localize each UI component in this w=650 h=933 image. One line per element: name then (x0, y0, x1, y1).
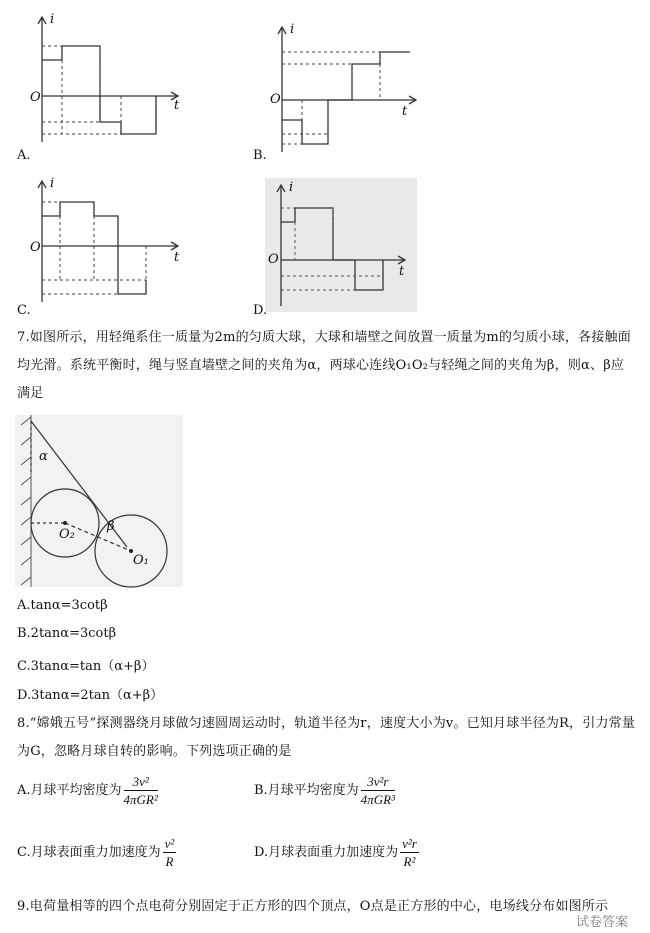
q8-option-b-prefix: B.月球平均密度为 (254, 783, 359, 798)
center-o2-label: O₂ (59, 527, 75, 542)
angle-beta-label: β (107, 519, 115, 534)
axis-t-label: t (399, 264, 405, 279)
q8-option-a-fraction (124, 774, 158, 807)
question-9-text: 9.电荷量相等的四个点电荷分别固定于正方形的四个顶点，O点是正方形的中心，电场线分布如图所示 (17, 899, 609, 914)
q8-option-a-prefix: A.月球平均密度为 (17, 783, 122, 798)
origin-label: O (268, 252, 279, 267)
q8-option-d-prefix: D.月球表面重力加速度为 (254, 845, 399, 860)
q7-option-c: C.3tanα=tan（α+β） (17, 659, 155, 674)
graph-label-b: B. (253, 148, 267, 163)
origin-label: O (270, 92, 281, 107)
q7-option-d: D.3tanα=2tan（α+β） (17, 688, 164, 703)
q8-option-b-denominator: 4πGR³ (360, 792, 395, 807)
center-o1-label: O₁ (133, 553, 149, 568)
q8-option-c-prefix: C.月球表面重力加速度为 (17, 845, 161, 860)
q8-option-b-fraction (361, 774, 395, 807)
graph-label-d: D. (253, 303, 268, 318)
axis-i-label: i (290, 22, 295, 37)
q8-option-a (17, 774, 158, 807)
axis-t-label: t (174, 98, 180, 113)
graph-label-c: C. (17, 303, 31, 318)
q8-option-c (17, 836, 176, 869)
q8-option-d-denominator: R² (403, 854, 416, 869)
question-7-text: 7.如图所示，用轻绳系住一质量为2m的匀质大球，大球和墙壁之间放置一质量为m的匀质小球，各接触面均光滑。系统平衡时，绳与竖直墙壁之间的夹角为α，两球心连线O₁O₂与轻绳之间的夹角为β，则α、β应满足 (17, 330, 631, 401)
axis-i-label: i (289, 180, 294, 195)
origin-label: O (30, 90, 41, 105)
graph-option-d (265, 178, 417, 312)
q8-option-d-numerator: v²r (402, 836, 417, 851)
q8-option-d-fraction (400, 836, 419, 869)
q8-option-b-numerator: 3v²r (361, 774, 395, 791)
graph-option-b (268, 22, 428, 157)
q7-figure (15, 415, 183, 587)
q7-option-a: A.tanα=3cotβ (17, 598, 108, 613)
axis-i-label: i (50, 176, 55, 191)
q8-option-a-denominator: 4πGR² (123, 792, 158, 807)
angle-alpha-label: α (39, 449, 48, 464)
graph-option-c (28, 176, 188, 306)
q8-option-c-numerator: v² (164, 836, 175, 851)
axis-t-label: t (174, 250, 180, 265)
q7-option-b: B.2tanα=3cotβ (17, 626, 117, 641)
question-8-text: 8.“嫦娥五号”探测器绕月球做匀速圆周运动时，轨道半径为r，速度大小为v。已知月球半径为R，引力常量为G，忽略月球自转的影响。下列选项正确的是 (17, 716, 636, 759)
graph-option-a (28, 12, 188, 147)
q8-option-a-numerator: 3v² (124, 774, 158, 791)
axis-i-label: i (50, 12, 55, 27)
q8-option-d (254, 836, 419, 869)
q8-option-c-denominator: R (165, 854, 174, 869)
origin-label: O (30, 240, 41, 255)
axis-t-label: t (402, 104, 408, 119)
graph-label-a: A. (17, 148, 31, 163)
q8-option-c-fraction (163, 836, 177, 869)
q8-option-b (254, 774, 395, 807)
watermark: 试卷答案 (575, 915, 628, 930)
